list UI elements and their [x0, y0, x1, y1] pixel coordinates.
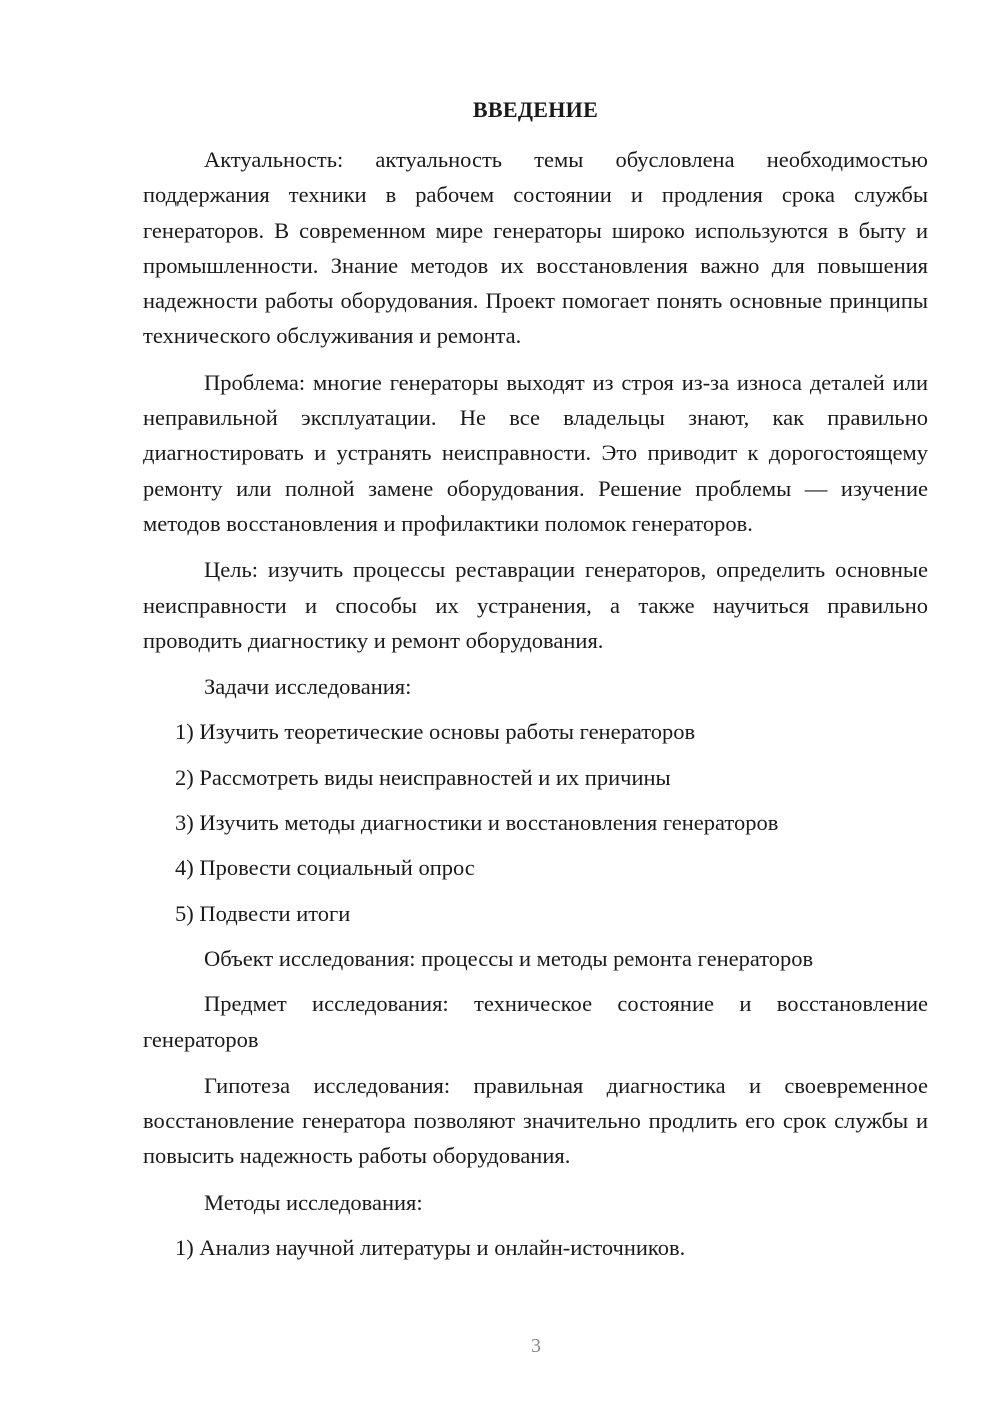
section-heading: ВВЕДЕНИЕ: [472, 97, 599, 122]
list-item: 2) Рассмотреть виды неисправностей и их причины: [175, 764, 671, 790]
research-subject: Предмет исследования: техническое состояние и восстановление генераторов: [143, 991, 928, 1052]
list-item: 1) Анализ научной литературы и онлайн-источников.: [175, 1235, 686, 1261]
page-number: 3: [531, 1335, 541, 1357]
research-hypothesis: Гипотеза исследования: правильная диагностика и своевременное восстановление генератора позволяют значительно продлить его срок службы и повысить надежность работы оборудования.: [143, 1072, 928, 1169]
list-item: 3) Изучить методы диагностики и восстановления генераторов: [175, 810, 779, 836]
research-object: Объект исследования: процессы и методы ремонта генераторов: [204, 945, 814, 971]
paragraph-goal: Цель: изучить процессы реставрации генераторов, определить основные неисправности и способы их устранения, а также научиться правильно проводить диагностику и ремонт оборудования.: [143, 557, 928, 653]
list-item: 4) Провести социальный опрос: [175, 855, 475, 881]
paragraph-relevance: Актуальность: актуальность темы обусловлена необходимостью поддержания техники в рабочем состоянии и продления срока службы генераторов. В современном мире генераторы широко используются в быту и промышленности. Знание методов их восстановления важно для повышения надежности работы оборудования. Проект помогает понять основные принципы технического обслуживания и ремонта.: [143, 147, 928, 349]
list-item: 1) Изучить теоретические основы работы генераторов: [175, 719, 696, 745]
tasks-title: Задачи исследования:: [204, 674, 412, 700]
document-page: [143, 96, 928, 1275]
methods-title: Методы исследования:: [204, 1189, 423, 1215]
tasks-list: [143, 714, 928, 930]
paragraph-problem: Проблема: многие генераторы выходят из строя из-за износа деталей или неправильной эксплуатации. Не все владельцы знают, как правильно диагностировать и устранять неисправности. Это приводит к дорогостоящему ремонту или полной замене оборудования. Решение проблемы — изучение методов восстановления и профилактики поломок генераторов.: [143, 369, 928, 536]
list-item: 5) Подвести итоги: [175, 900, 351, 926]
methods-list: [143, 1230, 928, 1265]
